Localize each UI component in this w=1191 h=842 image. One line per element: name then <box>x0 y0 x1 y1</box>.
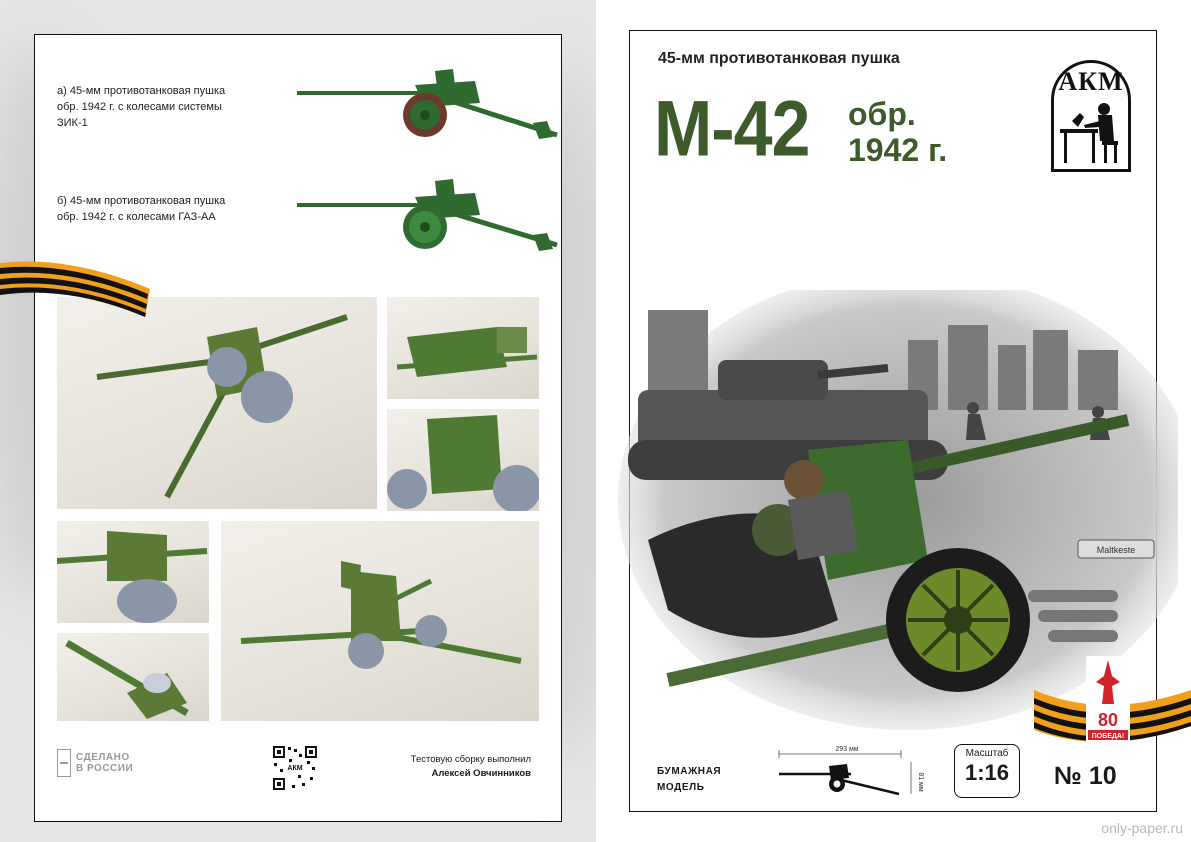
st-george-ribbon <box>0 255 160 335</box>
qr-logo-text: АКМ <box>287 765 303 772</box>
photo-wheel-detail <box>57 521 209 623</box>
photo-trail-detail <box>57 633 209 721</box>
scale-label: Масштаб <box>965 748 1009 759</box>
photo-gun-front-view <box>221 521 539 721</box>
subtitle: 45-мм противотанковая пушка <box>658 50 900 67</box>
caption-line: а) 45-мм противотанковая пушка <box>57 85 226 97</box>
qr-code[interactable] <box>272 745 318 791</box>
photo-shield-detail <box>387 409 539 511</box>
street-sign <box>1078 540 1154 558</box>
made-in-line: СДЕЛАНО <box>76 752 130 763</box>
victory-80-badge <box>1086 656 1130 742</box>
gun-a-side-view <box>295 63 567 143</box>
watermark[interactable]: only-paper.ru <box>1101 820 1183 836</box>
height-dimension: 81 мм <box>917 772 924 792</box>
badge-number: 80 <box>1097 710 1119 730</box>
made-in-russia-icon <box>57 749 71 777</box>
photo-breech-detail <box>387 297 539 399</box>
caption-line: обр. 1942 г. с колесами ГАЗ-АА <box>57 211 216 223</box>
left-page-frame <box>34 34 562 822</box>
akm-publisher-logo <box>1051 60 1131 172</box>
gun-wheel <box>886 548 1030 692</box>
assembly-name: Алексей Овчинников <box>431 768 531 779</box>
badge-text: ПОБЕДА! <box>1091 733 1125 740</box>
model-year <box>848 96 947 168</box>
street-sign-text: Maltkeste <box>1096 545 1136 555</box>
paper-model-label <box>657 764 721 796</box>
paper-model-line: БУМАЖНАЯ <box>657 766 722 777</box>
assembly-label: Тестовую сборку выполнил <box>410 754 531 765</box>
issue-number: № 10 <box>1054 762 1117 790</box>
right-page <box>596 0 1191 842</box>
scale-box <box>954 744 1020 798</box>
caption-line: обр. 1942 г. с колесами системы <box>57 101 222 113</box>
model-year-line: обр. <box>848 96 916 132</box>
dimension-scheme <box>771 744 951 804</box>
gun-b-caption <box>57 193 267 225</box>
scale-value: 1:16 <box>964 760 1010 785</box>
craftsman-at-desk-icon <box>1058 99 1124 167</box>
model-year-line: 1942 г. <box>848 132 948 168</box>
assembly-credit <box>411 753 531 781</box>
paper-model-line: МОДЕЛЬ <box>657 782 705 793</box>
made-in-line: В РОССИИ <box>76 763 134 774</box>
caption-line: ЗИК-1 <box>57 117 88 129</box>
left-footer <box>35 739 561 819</box>
made-in-russia-mark <box>57 749 133 777</box>
length-dimension: 293 мм <box>835 746 859 753</box>
gun-silhouette-icon <box>779 764 899 794</box>
caption-line: б) 45-мм противотанковая пушка <box>57 195 226 207</box>
gun-b-side-view <box>295 173 567 253</box>
gun-a-caption <box>57 83 267 131</box>
model-title: М-42 <box>654 85 810 173</box>
akm-logo-text: АКМ <box>1058 67 1124 96</box>
